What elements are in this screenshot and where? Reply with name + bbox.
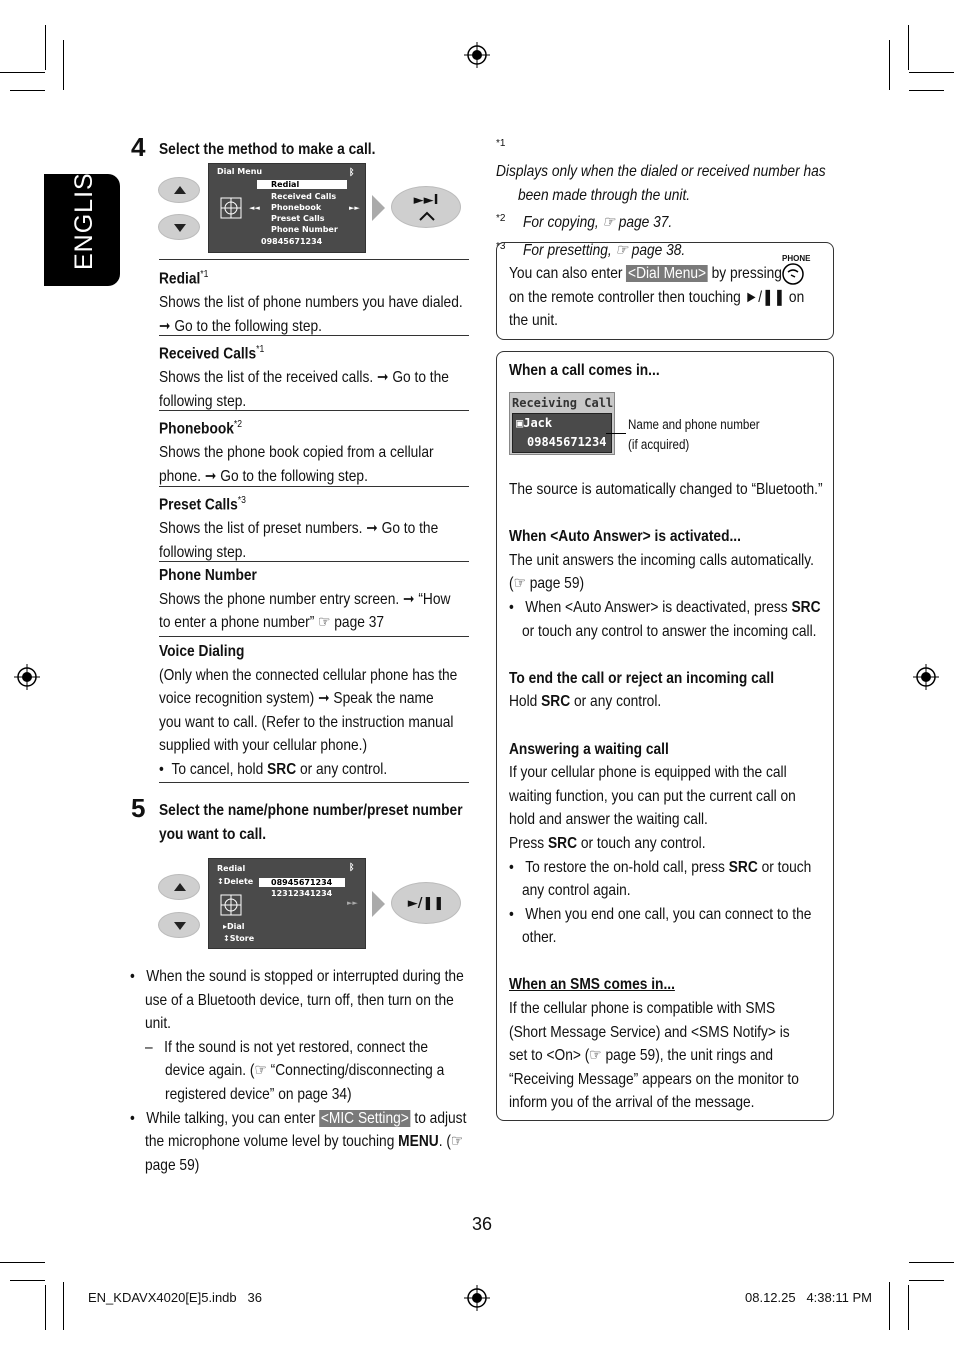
screen-title: Dial Menu: [217, 167, 263, 176]
language-tab: [44, 153, 120, 286]
registration-mark-icon: [14, 664, 40, 690]
step4-item-received-calls: Received Calls$^{*1}$ Shows the list of the received calls. ➞ Go to the following step.: [159, 344, 449, 410]
chevron-right-icon: [372, 891, 385, 917]
crop-mark: [45, 1285, 46, 1330]
footer-file: EN_KDAVX4020[E]5.indb 36: [88, 1290, 262, 1305]
callout: Name and phone number (if acquired): [628, 417, 760, 452]
receiving-call-title: Receiving Call: [512, 396, 614, 410]
crop-mark: [889, 40, 890, 90]
step-title: Select the method to make a call.: [159, 141, 376, 158]
forward-icon: ►►: [349, 204, 360, 212]
up-arrow-button[interactable]: [158, 874, 200, 900]
call-box-body: The source is automatically changed to “Bluetooth.” When <Auto Answer> is activated... The unit answers the incoming calls automatically. (☞ page 59) • When <Auto Answer> is deactivated, press SRC or touch any control to answer the incoming call. To end the call or reject an incoming call Hold SRC or any control. Answering a waiting call If your cellular phone is equipped with the call waiting function, you can put the current call on hold and answer the waiting call. Press SRC or touch any control. • To restore the on-hold call, press SRC or touch any control again. • When you end one call, you can connect to the other. When an SMS comes in... If the cellular phone is compatible with SMS (Short Message Service) and <SMS Notify> is set to <On> (☞ page 59), the unit rings and “Receiving Message” appears on the monitor to inform you of the arrival of the message.: [509, 481, 823, 1112]
page-number: 36: [472, 1214, 493, 1234]
dial-menu-screen: [208, 163, 366, 253]
crop-mark: [908, 25, 909, 70]
back-icon: ◄◄: [249, 204, 260, 212]
language-tab-label: ENGLISH: [70, 153, 98, 270]
crop-mark: [908, 1285, 909, 1330]
mic-setting-highlight: <MIC Setting>: [320, 1109, 409, 1127]
screen-item: Preset Calls: [271, 214, 325, 223]
play-pause-button[interactable]: ►/❚❚: [391, 882, 461, 924]
screen-item: Received Calls: [271, 192, 337, 201]
step4-item-redial: Redial$^{*1}$ Shows the list of phone numbers you have dialed. ➞ Go to the following step.: [159, 269, 463, 335]
step4-item-voice-dialing: Voice Dialing (Only when the connected cellular phone has the voice recognition system) ➞ Speak the name you want to call. (Refer to the instruction manual supplied with your cellular phone.) • To cancel, hold SRC or any control.: [159, 643, 458, 778]
crop-mark: [909, 90, 944, 91]
screen-title: Redial: [217, 864, 246, 873]
registration-mark-icon: [913, 664, 939, 690]
crosshair-icon: [219, 893, 243, 917]
step-number: 4: [131, 132, 146, 162]
step-title: Select the name/phone number/preset number: [159, 802, 463, 819]
crop-mark: [63, 1282, 64, 1330]
crop-mark: [909, 72, 954, 73]
screen-store-label: ↕Store: [223, 934, 255, 943]
next-track-button[interactable]: [391, 186, 461, 228]
crop-mark: [889, 1282, 890, 1330]
chevron-up-icon: [418, 211, 436, 221]
screen-item: Phone Number: [271, 225, 338, 234]
crop-mark: [909, 1262, 954, 1263]
bluetooth-note: • When the sound is stopped or interrupted during the use of a Bluetooth device, turn off, then turn on the unit. – If the sound is not yet restored, connect the device again. (☞ “Connecting/disconnecting a registered device” on page 34) • While talking, you can enter <MIC Setting> to adjust the microphone volume level by touching MENU. (☞ page 59): [130, 968, 467, 1174]
next-track-icon: ►►I: [413, 193, 439, 208]
dial-menu-highlight: <Dial Menu>: [628, 265, 707, 282]
footnotes: $^{*1}$ Displays only when the dialed or received number has been made through the unit. $^{*2}$ For copying, ☞ page 37. $^{*3}$ For presetting, ☞ page 38.: [496, 138, 826, 260]
screen-item-selected: Redial: [257, 180, 347, 189]
bluetooth-icon: ᛒ: [349, 168, 355, 178]
screen-number: 09845671234: [261, 237, 323, 246]
down-arrow-button[interactable]: [158, 912, 200, 938]
step-title: you want to call.: [159, 825, 267, 843]
redial-screen: [208, 858, 366, 949]
up-arrow-button[interactable]: [158, 177, 200, 203]
registration-mark-icon: [464, 42, 490, 68]
bluetooth-icon: ᛒ: [349, 863, 355, 873]
call-heading: When a call comes in...: [509, 362, 660, 379]
crop-mark: [0, 1262, 45, 1263]
step4-item-phonebook: Phonebook$^{*2}$ Shows the phone book copied from a cellular phone. ➞ Go to the following step.: [159, 419, 434, 485]
crop-mark: [63, 40, 64, 90]
chevron-right-icon: [372, 195, 385, 221]
footer-timestamp: 08.12.25 4:38:11 PM: [745, 1290, 872, 1305]
screen-delete-label: ↕Delete: [217, 877, 254, 886]
caller-name: ▣Jack: [516, 416, 553, 430]
phone-label: PHONE: [782, 254, 811, 263]
crop-mark: [909, 1280, 944, 1281]
tip-text: You can also enter <Dial Menu> by pressing on the remote controller then touching ►/❚❚ on the unit.: [509, 265, 805, 330]
step4-item-phone-number: Phone Number Shows the phone number entry screen. ➞ “How to enter a phone number” ☞ page 37: [159, 567, 451, 632]
crop-mark: [0, 72, 45, 73]
screen-number: 12312341234: [271, 889, 333, 898]
crop-mark: [10, 90, 45, 91]
screen-number-selected: 08945671234: [259, 878, 345, 887]
step-number: 5: [131, 793, 146, 823]
forward-icon: ►►: [347, 899, 358, 907]
caller-number: 09845671234: [527, 435, 607, 449]
registration-mark-icon: [464, 1285, 490, 1311]
crop-mark: [10, 1280, 45, 1281]
down-arrow-button[interactable]: [158, 214, 200, 240]
step4-item-preset-calls: Preset Calls$^{*3}$ Shows the list of preset numbers. ➞ Go to the following step.: [159, 495, 439, 561]
crosshair-icon: [219, 196, 243, 220]
crop-mark: [45, 25, 46, 70]
screen-dial-label: ▸Dial: [223, 922, 245, 931]
screen-item: Phonebook: [271, 203, 322, 212]
receiving-call-screen: [509, 392, 615, 455]
